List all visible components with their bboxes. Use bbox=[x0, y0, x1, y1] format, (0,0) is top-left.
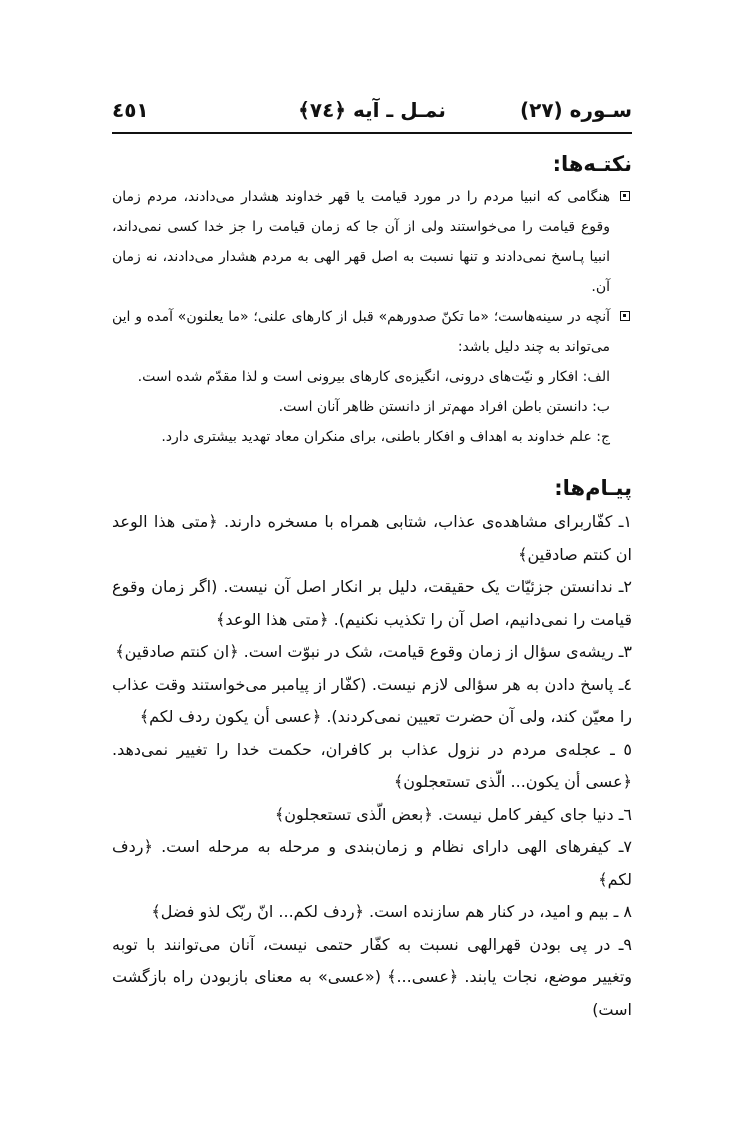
square-bullet-icon bbox=[620, 311, 630, 321]
page-body bbox=[112, 146, 632, 1026]
messages-heading: پیـام‌ها: bbox=[554, 476, 632, 500]
square-bullet-icon bbox=[620, 191, 630, 201]
note-text: هنگامی که انبیا مردم را در مورد قیامت یا قهر خداوند هشدار می‌دادند، مردم زمان وقوع قیامت را می‌خواستند ولی از آن جا که زمان قیامت را جز خدا کسی نمی‌داند، انبیا پـاسخ نمی‌دادند و تنها نسبت به اصل قهر الهی به مردم هشدار می‌دادند، نه زمان آن. bbox=[112, 189, 610, 295]
reason-item: ب: دانستن باطن افراد مهم‌تر از دانستن ظاهر آنان است. bbox=[278, 399, 610, 415]
message-item: ٣ـ ریشه‌ی سؤال از زمان وقوع قیامت، شک در نبوّت است. ﴿ان کنتم صادقین﴾ bbox=[115, 642, 632, 661]
section-spacer bbox=[112, 452, 632, 470]
note-item bbox=[112, 182, 632, 302]
message-item: ٨ ـ بیم و امید، در کنار هم سازنده است. ﴿ردف لکم... انّ ربّک لذو فضل﴾ bbox=[151, 902, 632, 921]
message-item: ٩ـ در پی بودن قهرالهی نسبت به کفّار حتمی نیست، آنان می‌توانند با توبه وتغییر موضع، نجات یابند. ﴿عسی...﴾ («عسی» به معنای بازبودن راه بازگشت است) bbox=[112, 934, 632, 1019]
message-item: ٧ـ کیفرهای الهی دارای نظام و زمان‌بندی و مرحله به مرحله است. ﴿ردف لکم﴾ bbox=[112, 837, 632, 889]
reason-item: ج: علم خداوند به اهداف و افکار باطنی، برای منکران معاد تهدید بیشتری دارد. bbox=[161, 429, 610, 445]
reason-item: الف: افکار و نیّت‌های درونی، انگیزه‌ی کارهای بیرونی است و لذا مقدّم شده است. bbox=[137, 369, 610, 385]
header-divider bbox=[112, 132, 632, 134]
message-item: ١ـ کفّاربرای مشاهده‌ی عذاب، شتابی همراه با مسخره دارند. ﴿متی هذا الوعد ان کنتم صادقین﴾ bbox=[112, 512, 632, 564]
message-item: ٢ـ ندانستن جزئیّات یک حقیقت، دلیل بر انکار اصل آن نیست. (اگر زمان وقوع قیامت را نمی‌دانیم، اصل آن را تکذیب نکنیم). ﴿متی هذا الوعد﴾ bbox=[112, 577, 632, 629]
note-text: آنچه در سینه‌هاست؛ «ما تکنّ صدورهم» قبل از کارهای علنی؛ «ما یعلنون» آمده و این می‌تواند به چند دلیل باشد: bbox=[112, 309, 610, 355]
notes-heading: نکتـه‌ها: bbox=[552, 152, 632, 176]
message-item: ٥ ـ عجله‌ی مردم در نزول عذاب بر کافران، حکمت خدا را تغییر نمی‌دهد. ﴿عسی أن یکون... الّذی تستعجلون﴾ bbox=[112, 739, 632, 791]
note-item bbox=[112, 302, 632, 362]
verse-label: نمـل ـ آیه ﴿٧٤﴾ bbox=[298, 98, 446, 122]
page-number: ٤٥١ bbox=[112, 98, 149, 122]
page-header bbox=[112, 94, 632, 130]
surah-label: سـوره (٢٧) bbox=[519, 98, 632, 122]
message-item: ٤ـ پاسخ دادن به هر سؤالی لازم نیست. (کفّار از پیامبر می‌خواستند وقت عذاب را معیّن کند، ولی آن حضرت تعیین نمی‌کردند). ﴿عسی أن یکون ردف لکم﴾ bbox=[112, 674, 632, 726]
message-item: ٦ـ دنیا جای کیفر کامل نیست. ﴿بعض الّذی تستعجلون﴾ bbox=[274, 804, 632, 824]
